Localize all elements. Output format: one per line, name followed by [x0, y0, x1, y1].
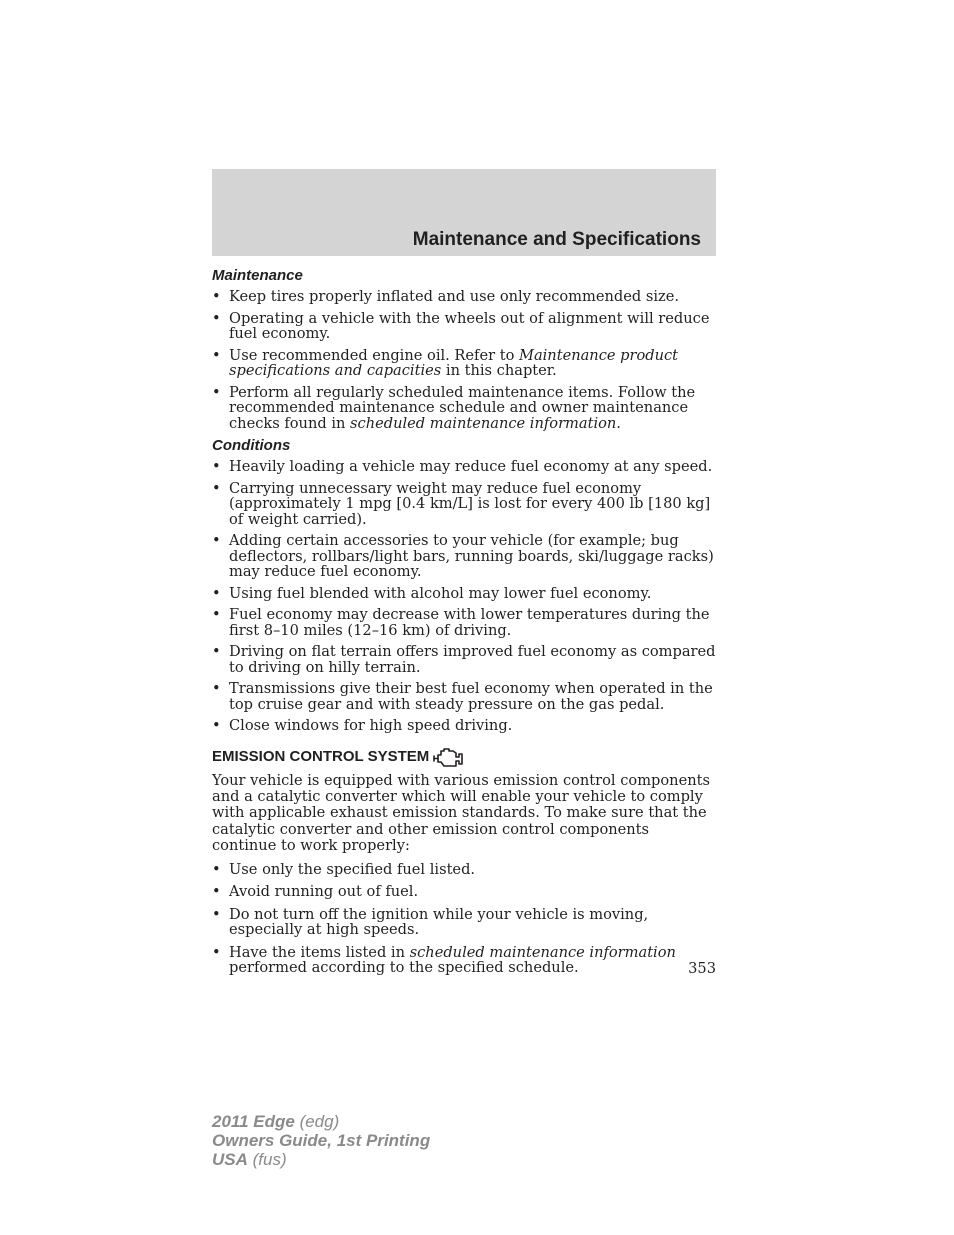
- footer-line-printing: [212, 1131, 430, 1150]
- emission-list: [212, 862, 716, 976]
- list-item: • Carrying unnecessary weight may reduce fuel economy (approximately 1 mpg [0.4 km/L] is lost for every 400 lb [180 kg] of weight carried).: [212, 481, 716, 528]
- footer-printing: Owners Guide, 1st Printing: [212, 1131, 431, 1150]
- list-item-text: performed according to the specified schedule.: [229, 959, 579, 977]
- section-header-band: [212, 169, 716, 256]
- footer-line-model: [212, 1112, 430, 1131]
- list-item: • Driving on flat terrain offers improved fuel economy as compared to driving on hilly terrain.: [212, 644, 716, 675]
- list-item: • Heavily loading a vehicle may reduce fuel economy at any speed.: [212, 459, 716, 475]
- list-item: • Transmissions give their best fuel economy when operated in the top cruise gear and with steady pressure on the gas pedal.: [212, 681, 716, 712]
- emission-heading: EMISSION CONTROL SYSTEM: [212, 747, 430, 765]
- maintenance-heading: Maintenance: [212, 267, 303, 284]
- page-number: 353: [688, 960, 716, 977]
- list-item: • Adding certain accessories to your vehicle (for example; bug deflectors, rollbars/light bars, running boards, ski/luggage racks) may reduce fuel economy.: [212, 533, 716, 580]
- list-item: • Close windows for high speed driving.: [212, 718, 716, 734]
- list-item-text: Keep tires properly inflated and use only recommended size.: [229, 288, 679, 305]
- footer-region: USA: [212, 1150, 248, 1169]
- page-content: [212, 267, 716, 983]
- cross-reference: scheduled maintenance information: [409, 943, 676, 961]
- footer-region-code: (fus): [247, 1150, 287, 1169]
- footer-line-region: [212, 1150, 430, 1169]
- list-item: [212, 945, 716, 976]
- footer-model-code: (edg): [294, 1112, 340, 1131]
- list-item-text: in this chapter.: [441, 362, 557, 379]
- list-item: [212, 385, 716, 432]
- list-item: [212, 311, 716, 342]
- list-item: [212, 289, 716, 305]
- conditions-heading: Conditions: [212, 437, 291, 454]
- cross-reference: Maintenance product specifications and capacities: [229, 346, 679, 379]
- list-item: [212, 348, 716, 379]
- emission-heading-row: [212, 746, 716, 768]
- list-item-text: Use recommended engine oil. Refer to: [229, 346, 519, 364]
- engine-icon: [433, 746, 465, 768]
- maintenance-list: [212, 289, 716, 431]
- list-item-text: Perform all regularly scheduled maintenance items. Follow the recommended maintenance schedule and owner maintenance checks found in: [229, 383, 696, 432]
- section-title: Maintenance and Specifications: [412, 229, 701, 250]
- list-item: • Use only the specified fuel listed.: [212, 862, 716, 878]
- list-item: • Avoid running out of fuel.: [212, 884, 716, 900]
- list-item: • Fuel economy may decrease with lower temperatures during the first 8–10 miles (12–16 km) of driving.: [212, 607, 716, 638]
- list-item-text: Operating a vehicle with the wheels out of alignment will reduce fuel economy.: [229, 309, 710, 342]
- list-item-text: Have the items listed in: [229, 943, 410, 961]
- cross-reference: scheduled maintenance information.: [350, 414, 621, 432]
- list-item: • Do not turn off the ignition while your vehicle is moving, especially at high speeds.: [212, 907, 716, 938]
- document-footer: [212, 1112, 430, 1169]
- list-item: • Using fuel blended with alcohol may lower fuel economy.: [212, 586, 716, 602]
- footer-model: 2011 Edge: [212, 1112, 295, 1131]
- conditions-list: [212, 459, 716, 734]
- emission-paragraph: Your vehicle is equipped with various emission control components and a catalytic converter which will enable your vehicle to comply with applicable exhaust emission standards. To make sure that the catalytic converter and other emission control components continue to work properly:: [212, 771, 710, 855]
